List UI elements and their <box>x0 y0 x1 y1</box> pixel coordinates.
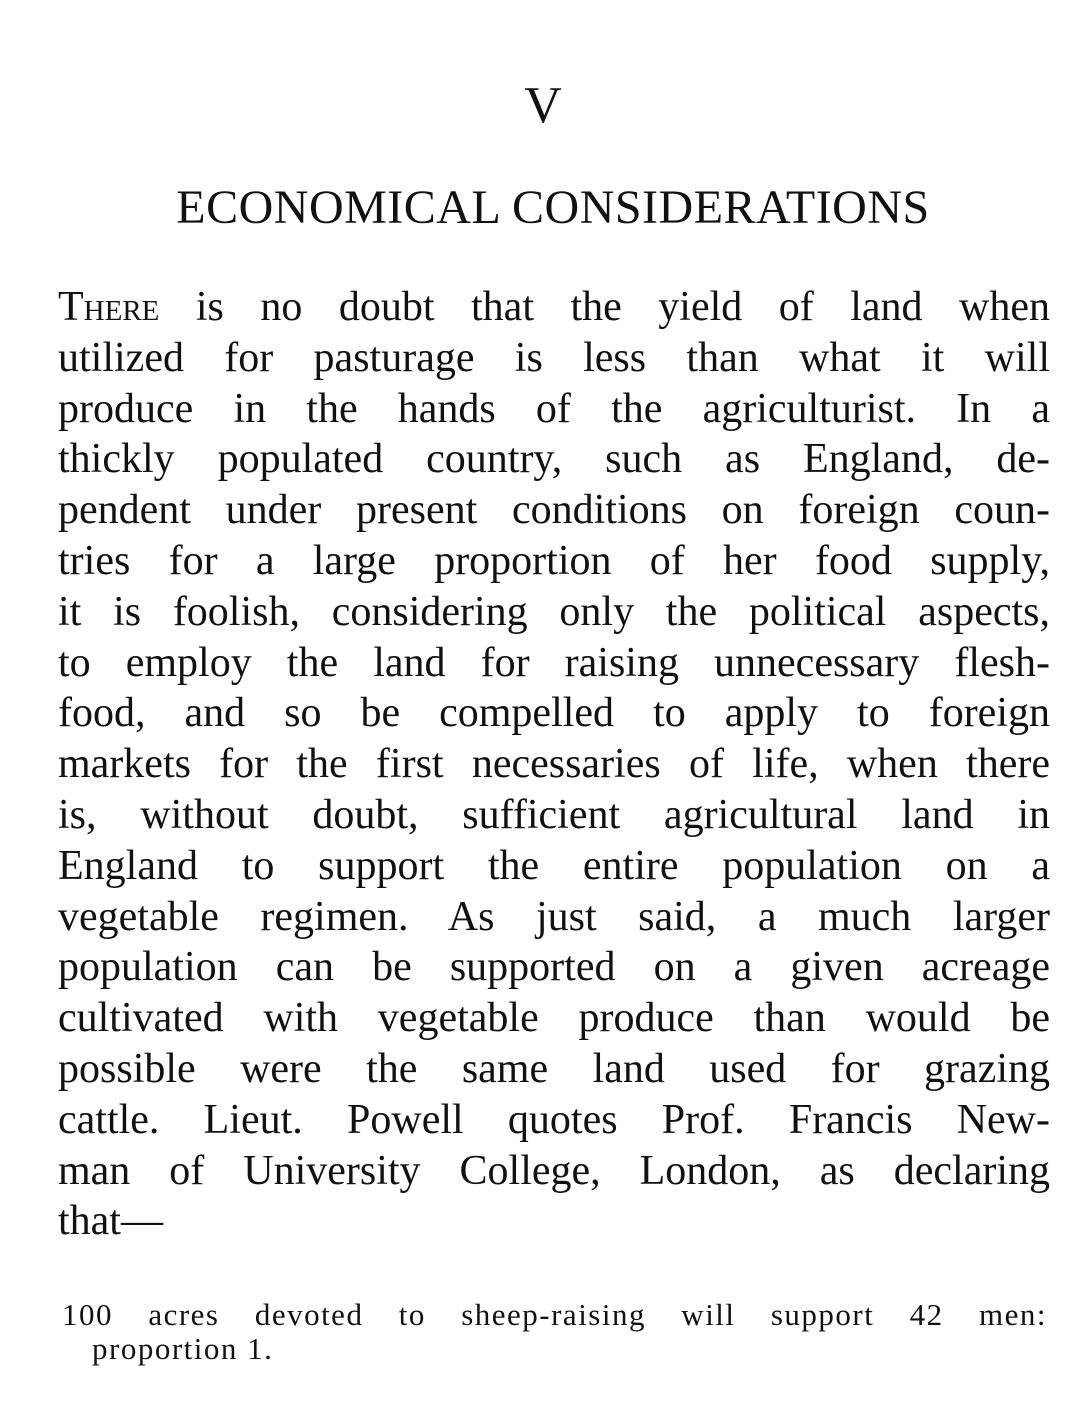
chapter-title: ECONOMICAL CONSIDERATIONS <box>176 181 930 234</box>
body-line-15: cultivated with vegetable produce than would be <box>58 995 1050 1042</box>
body-line-4: thickly populated country, such as England, de- <box>58 436 1050 483</box>
first-word-small-caps: There <box>58 284 160 330</box>
body-line-18: man of University College, London, as declaring <box>58 1147 1050 1194</box>
body-line-8: to employ the land for raising unnecessary flesh- <box>58 639 1050 686</box>
body-line-17: cattle. Lieut. Powell quotes Prof. Francis New- <box>58 1096 1050 1143</box>
body-line-3: produce in the hands of the agriculturist. In a <box>58 385 1050 432</box>
body-line-9: food, and so be compelled to apply to foreign <box>58 690 1050 737</box>
body-paragraph <box>58 282 1050 1247</box>
body-line-16: possible were the same land used for grazing <box>58 1045 1050 1092</box>
body-line-12: England to support the entire population on a <box>58 842 1050 889</box>
chapter-number: V <box>524 77 562 134</box>
body-line-1-rest: is no doubt that the yield of land when <box>159 284 1050 330</box>
body-line-14: population can be supported on a given acreage <box>58 944 1050 991</box>
body-line-5: pendent under present conditions on foreign coun- <box>58 487 1050 534</box>
footnote-line-2: proportion 1. <box>92 1331 274 1366</box>
body-line-1 <box>58 282 1050 333</box>
body-line-6: tries for a large proportion of her food supply, <box>58 537 1050 584</box>
footnote-line-1: 100 acres devoted to sheep-raising will support 42 men: <box>62 1297 1047 1332</box>
body-line-13: vegetable regimen. As just said, a much larger <box>58 893 1050 940</box>
body-line-10: markets for the first necessaries of life, when there <box>58 741 1050 788</box>
body-line-11: is, without doubt, sufficient agricultural land in <box>58 791 1050 838</box>
body-line-2: utilized for pasturage is less than what it will <box>58 334 1050 381</box>
footnote-quote <box>62 1298 1047 1366</box>
body-line-7: it is foolish, considering only the political aspects, <box>58 588 1050 635</box>
body-line-19: that— <box>58 1198 163 1245</box>
